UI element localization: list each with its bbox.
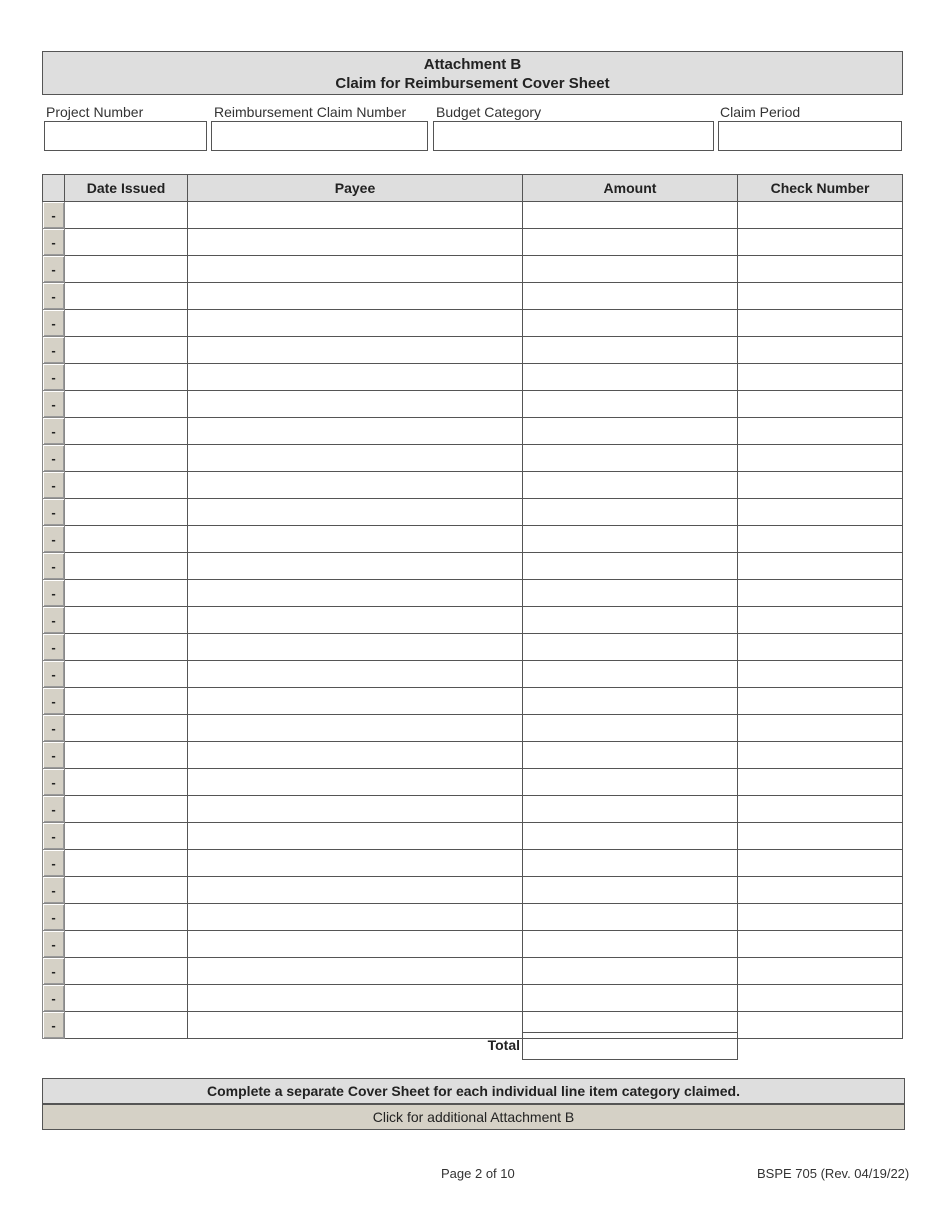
amount-cell[interactable] (523, 580, 738, 607)
check-number-cell[interactable] (738, 364, 903, 391)
remove-row-button[interactable]: - (43, 202, 65, 229)
amount-cell[interactable] (523, 931, 738, 958)
amount-cell[interactable] (523, 229, 738, 256)
check-number-cell[interactable] (738, 958, 903, 985)
check-number-cell[interactable] (738, 337, 903, 364)
remove-row-button[interactable]: - (43, 499, 65, 526)
amount-cell[interactable] (523, 526, 738, 553)
payee-cell[interactable] (188, 202, 523, 229)
check-number-cell[interactable] (738, 472, 903, 499)
check-number-cell[interactable] (738, 796, 903, 823)
table-row (43, 256, 903, 283)
budget-category-field[interactable] (433, 121, 714, 151)
total-amount-field[interactable] (522, 1032, 738, 1060)
table-row (43, 661, 903, 688)
date-issued-cell[interactable] (65, 715, 188, 742)
claim-number-label: Reimbursement Claim Number (214, 104, 407, 120)
payee-cell[interactable] (188, 283, 523, 310)
date-issued-cell[interactable] (65, 283, 188, 310)
amount-cell[interactable] (523, 796, 738, 823)
check-number-cell[interactable] (738, 742, 903, 769)
payee-cell[interactable] (188, 634, 523, 661)
check-number-cell[interactable] (738, 499, 903, 526)
date-issued-cell[interactable] (65, 229, 188, 256)
remove-row-button[interactable]: - (43, 364, 65, 391)
payee-cell[interactable] (188, 742, 523, 769)
amount-cell[interactable] (523, 472, 738, 499)
amount-cell[interactable] (523, 769, 738, 796)
payee-cell[interactable] (188, 931, 523, 958)
expense-table (42, 174, 903, 1039)
header-check-number: Check Number (738, 175, 903, 202)
table-row (43, 688, 903, 715)
remove-row-button[interactable]: - (43, 904, 65, 931)
check-number-cell[interactable] (738, 715, 903, 742)
remove-row-button[interactable]: - (43, 661, 65, 688)
remove-row-button[interactable]: - (43, 931, 65, 958)
table-row (43, 337, 903, 364)
check-number-cell[interactable] (738, 850, 903, 877)
date-issued-cell[interactable] (65, 877, 188, 904)
check-number-cell[interactable] (738, 688, 903, 715)
date-issued-cell[interactable] (65, 931, 188, 958)
payee-cell[interactable] (188, 445, 523, 472)
payee-cell[interactable] (188, 796, 523, 823)
payee-cell[interactable] (188, 958, 523, 985)
date-issued-cell[interactable] (65, 958, 188, 985)
check-number-cell[interactable] (738, 904, 903, 931)
amount-cell[interactable] (523, 607, 738, 634)
remove-row-button[interactable]: - (43, 445, 65, 472)
remove-row-button[interactable]: - (43, 256, 65, 283)
payee-cell[interactable] (188, 472, 523, 499)
remove-row-button[interactable]: - (43, 310, 65, 337)
table-row (43, 283, 903, 310)
check-number-cell[interactable] (738, 634, 903, 661)
remove-row-button[interactable]: - (43, 796, 65, 823)
page-number: Page 2 of 10 (441, 1166, 515, 1181)
amount-cell[interactable] (523, 634, 738, 661)
date-issued-cell[interactable] (65, 445, 188, 472)
payee-cell[interactable] (188, 823, 523, 850)
remove-row-button[interactable]: - (43, 688, 65, 715)
date-issued-cell[interactable] (65, 607, 188, 634)
remove-row-button[interactable]: - (43, 958, 65, 985)
amount-cell[interactable] (523, 364, 738, 391)
amount-cell[interactable] (523, 688, 738, 715)
table-row (43, 823, 903, 850)
claim-number-field[interactable] (211, 121, 428, 151)
check-number-cell[interactable] (738, 823, 903, 850)
table-row (43, 796, 903, 823)
date-issued-cell[interactable] (65, 553, 188, 580)
remove-row-button[interactable]: - (43, 553, 65, 580)
check-number-cell[interactable] (738, 310, 903, 337)
remove-row-button[interactable]: - (43, 337, 65, 364)
payee-cell[interactable] (188, 337, 523, 364)
check-number-cell[interactable] (738, 1012, 903, 1039)
form-header (42, 51, 903, 95)
payee-cell[interactable] (188, 607, 523, 634)
table-row (43, 391, 903, 418)
amount-cell[interactable] (523, 742, 738, 769)
payee-cell[interactable] (188, 418, 523, 445)
table-row (43, 958, 903, 985)
instruction-note: Complete a separate Cover Sheet for each individual line item category claimed. (42, 1078, 905, 1104)
date-issued-cell[interactable] (65, 580, 188, 607)
table-row (43, 1012, 903, 1039)
header-payee: Payee (188, 175, 523, 202)
amount-cell[interactable] (523, 283, 738, 310)
table-header-row (43, 175, 903, 202)
check-number-cell[interactable] (738, 391, 903, 418)
payee-cell[interactable] (188, 229, 523, 256)
amount-cell[interactable] (523, 823, 738, 850)
payee-cell[interactable] (188, 580, 523, 607)
payee-cell[interactable] (188, 499, 523, 526)
date-issued-cell[interactable] (65, 850, 188, 877)
date-issued-cell[interactable] (65, 661, 188, 688)
date-issued-cell[interactable] (65, 823, 188, 850)
amount-cell[interactable] (523, 445, 738, 472)
claim-period-label: Claim Period (720, 104, 801, 120)
remove-row-button[interactable]: - (43, 472, 65, 499)
project-number-label: Project Number (46, 104, 144, 120)
check-number-cell[interactable] (738, 229, 903, 256)
amount-cell[interactable] (523, 499, 738, 526)
payee-cell[interactable] (188, 553, 523, 580)
check-number-cell[interactable] (738, 418, 903, 445)
remove-row-button[interactable]: - (43, 526, 65, 553)
date-issued-cell[interactable] (65, 472, 188, 499)
check-number-cell[interactable] (738, 661, 903, 688)
table-row (43, 931, 903, 958)
form-id: BSPE 705 (Rev. 04/19/22) (757, 1166, 910, 1181)
table-row (43, 607, 903, 634)
table-row (43, 877, 903, 904)
check-number-cell[interactable] (738, 877, 903, 904)
payee-cell[interactable] (188, 688, 523, 715)
remove-row-button[interactable]: - (43, 742, 65, 769)
payee-cell[interactable] (188, 1012, 523, 1039)
table-row (43, 634, 903, 661)
amount-cell[interactable] (523, 553, 738, 580)
amount-cell[interactable] (523, 985, 738, 1012)
table-row (43, 985, 903, 1012)
check-number-cell[interactable] (738, 283, 903, 310)
remove-row-button[interactable]: - (43, 634, 65, 661)
check-number-cell[interactable] (738, 256, 903, 283)
check-number-cell[interactable] (738, 985, 903, 1012)
table-row (43, 904, 903, 931)
total-label: Total (487, 1037, 520, 1053)
project-number-field[interactable] (44, 121, 207, 151)
payee-cell[interactable] (188, 526, 523, 553)
amount-cell[interactable] (523, 715, 738, 742)
remove-row-button[interactable]: - (43, 580, 65, 607)
header-blank (43, 175, 65, 202)
add-attachment-button[interactable]: Click for additional Attachment B (42, 1104, 905, 1130)
date-issued-cell[interactable] (65, 742, 188, 769)
payee-cell[interactable] (188, 364, 523, 391)
form-subtitle: Claim for Reimbursement Cover Sheet (335, 75, 610, 92)
amount-cell[interactable] (523, 850, 738, 877)
amount-cell[interactable] (523, 310, 738, 337)
remove-row-button[interactable]: - (43, 850, 65, 877)
date-issued-cell[interactable] (65, 256, 188, 283)
date-issued-cell[interactable] (65, 688, 188, 715)
amount-cell[interactable] (523, 418, 738, 445)
table-row (43, 202, 903, 229)
claim-period-field[interactable] (718, 121, 902, 151)
table-row (43, 229, 903, 256)
remove-row-button[interactable]: - (43, 877, 65, 904)
payee-cell[interactable] (188, 769, 523, 796)
payee-cell[interactable] (188, 877, 523, 904)
table-row (43, 499, 903, 526)
check-number-cell[interactable] (738, 931, 903, 958)
check-number-cell[interactable] (738, 553, 903, 580)
date-issued-cell[interactable] (65, 499, 188, 526)
table-row (43, 715, 903, 742)
check-number-cell[interactable] (738, 769, 903, 796)
check-number-cell[interactable] (738, 445, 903, 472)
table-row (43, 310, 903, 337)
amount-cell[interactable] (523, 904, 738, 931)
amount-cell[interactable] (523, 661, 738, 688)
date-issued-cell[interactable] (65, 526, 188, 553)
remove-row-button[interactable]: - (43, 283, 65, 310)
check-number-cell[interactable] (738, 526, 903, 553)
amount-cell[interactable] (523, 337, 738, 364)
date-issued-cell[interactable] (65, 904, 188, 931)
date-issued-cell[interactable] (65, 337, 188, 364)
table-row (43, 769, 903, 796)
table-row (43, 364, 903, 391)
remove-row-button[interactable]: - (43, 229, 65, 256)
payee-cell[interactable] (188, 391, 523, 418)
remove-row-button[interactable]: - (43, 823, 65, 850)
table-row (43, 445, 903, 472)
payee-cell[interactable] (188, 661, 523, 688)
payee-cell[interactable] (188, 715, 523, 742)
amount-cell[interactable] (523, 958, 738, 985)
payee-cell[interactable] (188, 985, 523, 1012)
remove-row-button[interactable]: - (43, 607, 65, 634)
table-row (43, 742, 903, 769)
date-issued-cell[interactable] (65, 310, 188, 337)
table-row (43, 472, 903, 499)
payee-cell[interactable] (188, 904, 523, 931)
check-number-cell[interactable] (738, 607, 903, 634)
table-row (43, 580, 903, 607)
form-title: Attachment B (423, 56, 522, 73)
amount-cell[interactable] (523, 202, 738, 229)
payee-cell[interactable] (188, 850, 523, 877)
header-date-issued: Date Issued (65, 175, 188, 202)
payee-cell[interactable] (188, 256, 523, 283)
date-issued-cell[interactable] (65, 796, 188, 823)
table-row (43, 526, 903, 553)
date-issued-cell[interactable] (65, 391, 188, 418)
remove-row-button[interactable]: - (43, 715, 65, 742)
remove-row-button[interactable]: - (43, 769, 65, 796)
remove-row-button[interactable]: - (43, 1012, 65, 1039)
date-issued-cell[interactable] (65, 634, 188, 661)
budget-category-label: Budget Category (436, 104, 542, 120)
remove-row-button[interactable]: - (43, 391, 65, 418)
date-issued-cell[interactable] (65, 769, 188, 796)
date-issued-cell[interactable] (65, 985, 188, 1012)
check-number-cell[interactable] (738, 580, 903, 607)
amount-cell[interactable] (523, 391, 738, 418)
check-number-cell[interactable] (738, 202, 903, 229)
amount-cell[interactable] (523, 877, 738, 904)
date-issued-cell[interactable] (65, 202, 188, 229)
table-row (43, 418, 903, 445)
table-row (43, 553, 903, 580)
header-amount: Amount (523, 175, 738, 202)
table-row (43, 850, 903, 877)
remove-row-button[interactable]: - (43, 418, 65, 445)
payee-cell[interactable] (188, 310, 523, 337)
date-issued-cell[interactable] (65, 418, 188, 445)
date-issued-cell[interactable] (65, 364, 188, 391)
amount-cell[interactable] (523, 256, 738, 283)
remove-row-button[interactable]: - (43, 985, 65, 1012)
date-issued-cell[interactable] (65, 1012, 188, 1039)
